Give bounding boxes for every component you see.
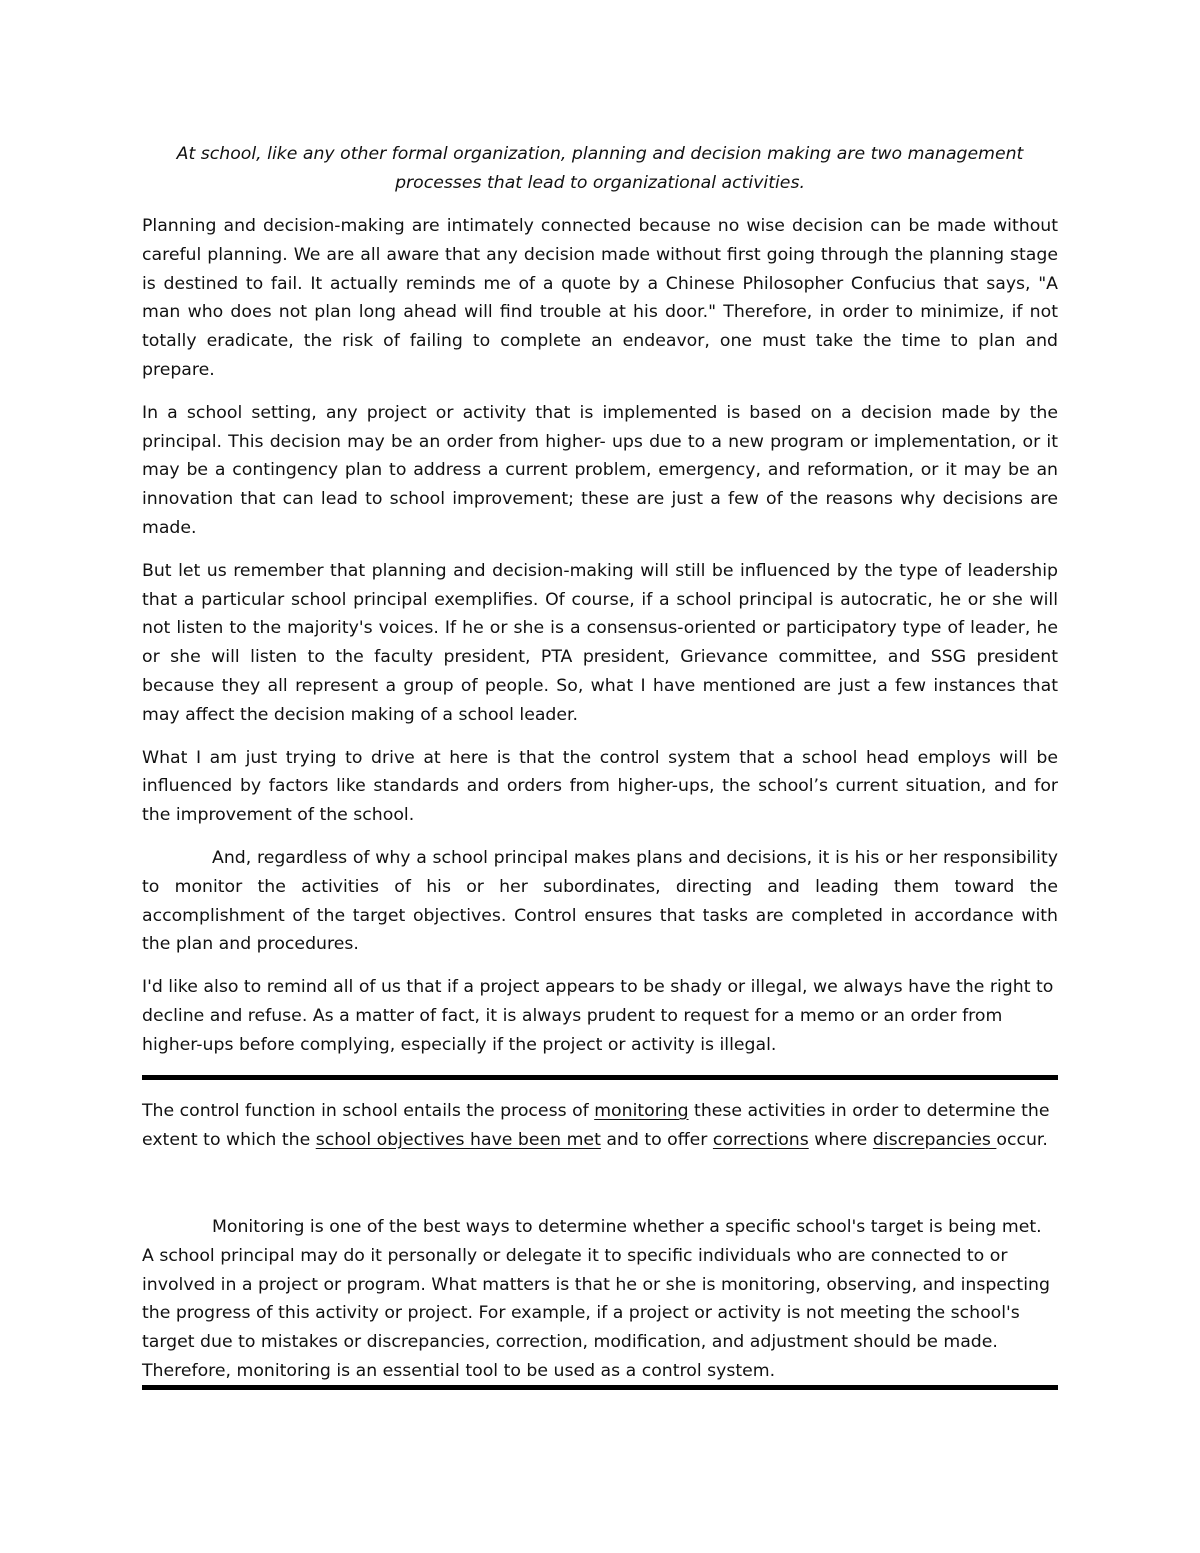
term-school-objectives: school objectives have been met bbox=[315, 1129, 601, 1150]
term-corrections: corrections bbox=[712, 1129, 809, 1150]
paragraph-leadership: But let us remember that planning and decision-making will still be influenced by the type of leadership that a particular school principal exemplifies. Of course, if a school principal is autocratic, he or she will not listen to the majority's voices. If he or she is a consensus-oriented or participatory type of leader, he or she will listen to the faculty president, PTA president, Grievance committee, and SSG president because they all represent a group of people. So, what I have mentioned are just a few instances that may affect the decision making of a school leader. bbox=[142, 560, 1058, 725]
paragraph-responsibility: And, regardless of why a school principal makes plans and decisions, it is his or her responsibility to monitor the activities of his or her subordinates, directing and leading them toward the accomplishment of the target objectives. Control ensures that tasks are completed in accordance with the plan and procedures. bbox=[142, 847, 1058, 955]
paragraph-control-system: What I am just trying to drive at here is that the control system that a school head employs will be influenced by factors like standards and orders from higher-ups, the school’s current situation, and for the improvement of the school. bbox=[142, 747, 1058, 826]
definition-text-1: The control function in school entails the process of bbox=[142, 1101, 595, 1121]
definition-text-2: these activities in order to determine the extent to which the bbox=[142, 1101, 1050, 1150]
intro-statement: At school, like any other formal organization, planning and decision making are two management processes that lead to organizational activities. bbox=[176, 144, 1024, 193]
document-body bbox=[142, 140, 1058, 1074]
top-divider bbox=[142, 1075, 1058, 1080]
paragraph-school-setting: In a school setting, any project or activity that is implemented is based on a decision made by the principal. This decision may be an order from higher- ups due to a new program or implementation, or it may be a contingency plan to address a current problem, emergency, and reformation, or it may be an innovation that can lead to school improvement; these are just a few of the reasons why decisions are made. bbox=[142, 402, 1058, 538]
term-monitoring: monitoring bbox=[594, 1101, 689, 1121]
monitoring-section bbox=[142, 1213, 1058, 1386]
definition-text-4: where bbox=[808, 1129, 873, 1150]
paragraph-planning: Planning and decision-making are intimately connected because no wise decision can be made without careful planning. We are all aware that any decision made without first going through the planning stage is destined to fail. It actually reminds me of a quote by a Chinese Philosopher Confucius that says, "A man who does not plan long ahead will find trouble at his door." Therefore, in order to minimize, if not totally eradicate, the risk of failing to complete an endeavor, one must take the time to plan and prepare. bbox=[142, 216, 1058, 380]
control-function-definition bbox=[142, 1097, 1058, 1155]
bottom-divider bbox=[142, 1385, 1058, 1390]
definition-text-3: and to offer bbox=[600, 1129, 713, 1150]
term-discrepancies: discrepancies bbox=[872, 1129, 997, 1150]
paragraph-reminder: I'd like also to remind all of us that if a project appears to be shady or illegal, we always have the right to decline and refuse. As a matter of fact, it is always prudent to request for a memo or an order from higher-ups before complying, especially if the project or activity is illegal. bbox=[142, 977, 1054, 1055]
definition-text-5: occur. bbox=[996, 1129, 1048, 1150]
monitoring-paragraph: Monitoring is one of the best ways to determine whether a specific school's target is being met. A school principal may do it personally or delegate it to specific individuals who are connected to or involved in a project or program. What matters is that he or she is monitoring, observing, and inspecting the progress of this activity or project. For example, if a project or activity is not meeting the school's target due to mistakes or discrepancies, correction, modification, and adjustment should be made. Therefore, monitoring is an essential tool to be used as a control system. bbox=[142, 1217, 1050, 1381]
